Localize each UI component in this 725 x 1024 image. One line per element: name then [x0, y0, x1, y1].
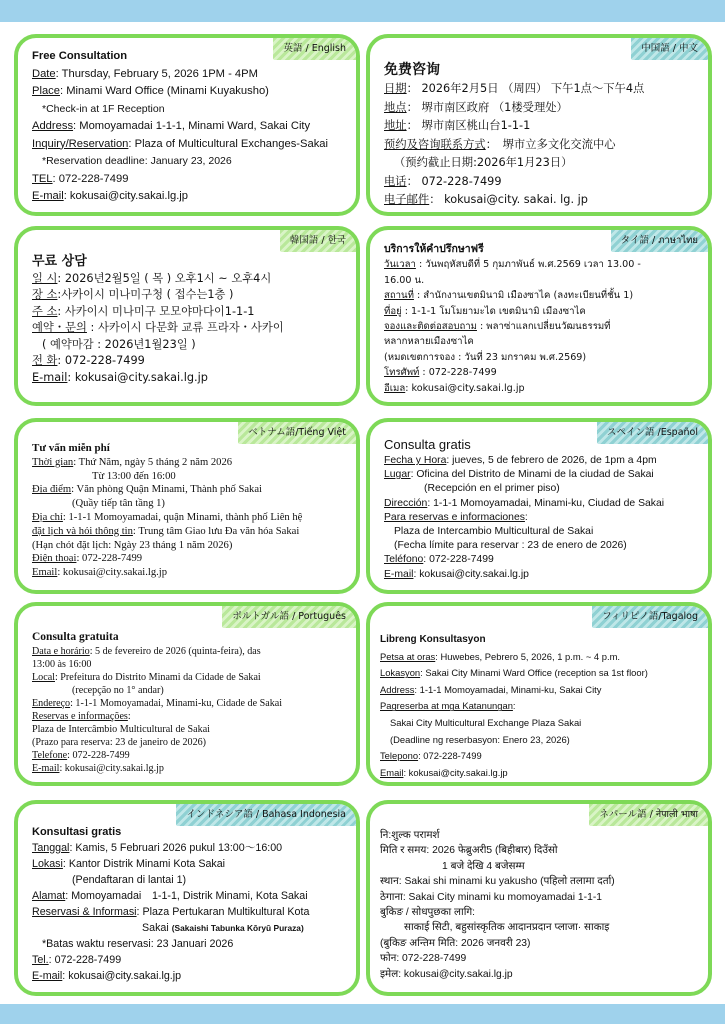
- text-zh-l2k: 地点: [384, 100, 407, 114]
- text-ne-l5: (बुकिङ अन्तिम मिति: 2026 जनवरी 23): [380, 937, 531, 949]
- info-line: [384, 468, 698, 482]
- info-line: [380, 748, 698, 765]
- text-es-l3k: Dirección: [384, 497, 428, 509]
- tagalog-card: [366, 602, 712, 786]
- text-zh-l7k: 电子邮件: [384, 193, 430, 206]
- text-id-l4v: : Plaza Pertukaran Multikultural Kota: [136, 906, 310, 918]
- text-vi-l3v: : 1-1-1 Momoyamadai, quận Minami, thành phố Liên hệ: [62, 511, 303, 523]
- info-line: [32, 888, 346, 904]
- text-vi-l1k: Thời gian: [32, 456, 74, 468]
- english-email: : kokusai@city.sakai.lg.jp: [63, 190, 189, 202]
- english-title: Free Consultation: [32, 50, 128, 62]
- text-en-l1k: Date: [32, 67, 56, 80]
- text-es-l2b: (Recepción en el primer piso): [424, 483, 560, 495]
- text-ko-l6v: : 072-228-7499: [57, 354, 145, 367]
- card-body: [32, 48, 346, 206]
- text-zh-l1v: ： 2026年2月5日 （周四） 下午1点～下午4点: [406, 82, 645, 95]
- text-id-l5: *Batas waktu reservasi: 23 Januari 2026: [42, 938, 234, 950]
- info-line: [32, 671, 346, 684]
- text-ko-l5: ( 예약마감 : 2026년1월23일 ): [42, 337, 196, 351]
- card-body: [384, 242, 698, 396]
- text-th-l2v: : สำนักงานเขตมินามิ เมืองซาไค (ลงทะเบียนที่ชั้น 1): [413, 290, 634, 302]
- text-id-l6k: Tel.: [32, 954, 49, 966]
- text-vi-l4k: đặt lịch và hỏi thông tin: [32, 525, 133, 537]
- info-line: [32, 552, 346, 566]
- text-zh-l5: （预约截止日期:2026年1月23日）: [394, 156, 573, 169]
- text-es-l2v: : Oficina del Distrito de Minami de la ciudad de Sakai: [410, 469, 654, 481]
- text-id-l2v: : Kantor Distrik Minami Kota Sakai: [62, 858, 226, 870]
- info-line: [384, 257, 698, 272]
- text-ko-l7v: : kokusai@city.sakai.lg.jp: [67, 370, 208, 384]
- text-zh-l3k: 地址: [384, 119, 407, 132]
- text-tl-l4v: :: [512, 700, 516, 712]
- info-line: [32, 566, 346, 580]
- portuguese-title: Consulta gratuita: [32, 631, 119, 643]
- text-th-l6v: : 072-228-7499: [419, 367, 497, 379]
- text-tl-l2v: : Sakai City Minami Ward Office (reception sa 1st floor): [420, 667, 648, 679]
- text-tl-l7k: Email: [380, 766, 404, 778]
- info-line: [32, 920, 346, 936]
- text-es-l7k: E-mail: [384, 568, 414, 580]
- tagalog-title: Libreng Konsultasyon: [380, 634, 486, 645]
- info-line: [32, 456, 346, 470]
- info-line: [384, 80, 698, 99]
- text-tl-l1v: : Huwebes, Pebrero 5, 2026, 1 p.m. ~ 4 p.m.: [435, 650, 620, 662]
- card-body: [32, 630, 346, 775]
- text-pt-l2k: Local: [32, 672, 55, 683]
- text-id-l1v: : Kamis, 5 Februari 2026 pukul 13:00～16:00: [69, 842, 283, 854]
- text-es-l4k: Para reservas e informaciones: [384, 511, 525, 523]
- text-th-l1v: : วันพฤหัสบดีที่ 5 กุมภาพันธ์ พ.ศ.2569 เวลา 13.00 -: [415, 259, 641, 271]
- portuguese-tag: ポルトガル語 / Português: [222, 606, 356, 628]
- text-id-l1k: Tanggal: [32, 842, 70, 854]
- korean-tag: 韓国語 / 한국: [280, 230, 356, 252]
- text-ne-l1b: 1 बजे देखि 4 बजेसम्म: [442, 860, 525, 872]
- text-ko-l2v: :사카이시 미나미구청 ( 접수는1층 ): [57, 288, 234, 301]
- text-id-l7v: : kokusai@city.sakai.lg.jp: [62, 970, 182, 982]
- text-es-l3v: : 1-1-1 Momoyamadai, Minami-ku, Ciudad de Sakai: [427, 497, 665, 509]
- vietnamese-card: [14, 418, 360, 594]
- text-zh-l1k: 日期: [384, 82, 407, 95]
- info-line: [384, 304, 698, 319]
- korean-title: 무료 상담: [32, 254, 87, 269]
- text-zh-l3v: ： 堺市南区桃山台1-1-1: [406, 119, 531, 132]
- info-line: [32, 66, 346, 84]
- info-line: [32, 904, 346, 920]
- text-id-l6v: : 072-228-7499: [48, 954, 122, 966]
- text-en-l2v: : Minami Ward Office (Minami Kuyakusho): [60, 85, 269, 97]
- text-th-l7k: อีเมล: [384, 382, 406, 394]
- text-zh-l6k: 电话: [384, 174, 407, 188]
- text-ko-l2k: 장 소: [32, 288, 58, 301]
- text-vi-l7v: : kokusai@city.sakai.lg.jp: [57, 567, 168, 579]
- info-line: [32, 525, 346, 539]
- info-line: [384, 117, 698, 136]
- vietnamese-tag: ベトナム語/Tiếng Việt: [238, 422, 356, 444]
- text-tl-l5: (Deadline ng reserbasyon: Enero 23, 2026): [390, 733, 570, 745]
- text-en-l6: *Reservation deadline: January 23, 2026: [42, 155, 232, 167]
- text-pt-l1v: : 5 de fevereiro de 2026 (quinta-feira), das: [89, 646, 261, 657]
- text-pt-l1b: 13:00 às 16:00: [32, 659, 92, 670]
- text-en-l3: *Check-in at 1F Reception: [42, 102, 165, 115]
- chinese-title: 免费咨询: [384, 62, 440, 78]
- text-tl-l2k: Lokasyon: [380, 667, 421, 679]
- text-zh-l2v: ： 堺市南区政府 （1楼受理处）: [406, 100, 568, 114]
- text-ko-l7k: E-mail: [32, 370, 68, 384]
- text-vi-l7k: Email: [32, 567, 58, 579]
- card-body: [32, 254, 346, 386]
- indonesian-title: Konsultasi gratis: [32, 826, 122, 838]
- text-th-l1b: 16.00 น.: [384, 274, 425, 286]
- info-line: [380, 765, 698, 782]
- nepali-tag: ネパール語 / नेपाली भाषा: [589, 804, 708, 826]
- info-line: [384, 136, 698, 155]
- text-pt-l2v: : Prefeitura do Distrito Minami da Cidade de Sakai: [54, 672, 261, 683]
- text-tl-l6k: Telepono: [380, 750, 419, 762]
- info-line: [32, 762, 346, 775]
- info-line: [380, 682, 698, 699]
- korean-card: [14, 226, 360, 406]
- text-tl-l6v: : 072-228-7499: [418, 750, 482, 762]
- info-line: [32, 840, 346, 856]
- info-line: [384, 365, 698, 380]
- text-id-l4b: Sakai: [142, 922, 172, 934]
- text-en-l1v: : Thursday, February 5, 2026 1PM - 4PM: [55, 67, 258, 80]
- vietnamese-title: Tư vấn miễn phí: [32, 442, 110, 454]
- info-line: [384, 288, 698, 303]
- text-zh-l7v: ： kokusai@city. sakai. lg. jp: [429, 193, 588, 206]
- info-line: [384, 99, 698, 118]
- text-pt-l2b: (recepção no 1° andar): [72, 685, 164, 696]
- text-pt-l4b: Plaza de Intercâmbio Multicultural de Sakai: [32, 724, 210, 735]
- english-card: [14, 34, 360, 216]
- text-id-l3k: Alamat: [32, 890, 66, 902]
- text-id-l2b: (Pendaftaran di lantai 1): [72, 874, 187, 886]
- text-zh-l4v: ： 堺市立多文化交流中心: [485, 137, 616, 151]
- text-vi-l6v: : 072-228-7499: [76, 553, 143, 565]
- card-body: [384, 436, 698, 582]
- info-line: [32, 320, 346, 337]
- spanish-tag: スペイン語 /Español: [597, 422, 708, 444]
- info-line: [32, 952, 346, 968]
- text-th-l7v: : kokusai@city.sakai.lg.jp: [405, 382, 525, 394]
- text-zh-l4k: 预约及咨询联系方式: [384, 137, 486, 151]
- text-pt-l3k: Endereço: [32, 698, 71, 709]
- text-es-l1v: : jueves, 5 de febrero de 2026, de 1pm a 4pm: [446, 455, 657, 466]
- text-vi-l2b: (Quầy tiếp tân tầng 1): [72, 498, 165, 510]
- info-line: [380, 698, 698, 715]
- text-es-l4v: :: [524, 511, 528, 523]
- text-vi-l6k: Điện thoại: [32, 553, 77, 565]
- text-vi-l1v: : Thứ Năm, ngày 5 tháng 2 năm 2026: [73, 456, 233, 468]
- text-ne-l4: बुकिङ / सोधपुछका लागि:: [380, 907, 476, 919]
- top-band: [0, 0, 725, 22]
- info-line: [32, 483, 346, 497]
- nepali-title: नि:शुल्क परामर्श: [380, 830, 440, 841]
- info-line: [380, 649, 698, 666]
- text-es-l4b: Plaza de Intercambio Multicultural de Sakai: [394, 526, 594, 538]
- card-body: [380, 632, 698, 781]
- text-pt-l4v: :: [127, 711, 131, 722]
- text-es-l2k: Lugar: [384, 469, 411, 481]
- text-ko-l6k: 전 화: [32, 354, 58, 367]
- text-vi-l1b: Từ 13:00 đến 16:00: [92, 470, 176, 482]
- info-line: [32, 353, 346, 370]
- text-ne-l6: फोन: 072-228-7499: [380, 953, 467, 965]
- info-line: [32, 287, 346, 304]
- text-pt-l7k: E-mail: [32, 763, 60, 774]
- card-body: [32, 824, 346, 984]
- text-es-l7v: : kokusai@city.sakai.lg.jp: [413, 568, 529, 580]
- english-tag: 英語 / English: [273, 38, 356, 60]
- info-line: [32, 171, 346, 189]
- portuguese-card: [14, 602, 360, 786]
- text-th-l6k: โทรศัพท์: [384, 367, 420, 379]
- nepali-card: [366, 800, 712, 996]
- info-line: [384, 511, 698, 525]
- text-pt-l6k: Telefone: [32, 750, 68, 761]
- text-ne-l4b: साकाई सिटी, बहुसांस्कृतिक आदानप्रदान प्लाजा· साकाइ: [404, 922, 610, 934]
- info-line: [384, 319, 698, 334]
- info-line: [384, 173, 698, 192]
- text-tl-l7v: : kokusai@city.sakai.lg.jp: [403, 766, 508, 778]
- text-en-l5k: Inquiry/Reservation: [32, 137, 129, 150]
- text-th-l4v: : พลาซ่าแลกเปลี่ยนวัฒนธรรมที่: [476, 321, 611, 333]
- text-th-l3v: : 1-1-1 โมโมยามะได เขตมินามิ เมืองซาไค: [401, 305, 586, 317]
- thai-title: บริการให้คำปรึกษาฟรี: [384, 243, 484, 255]
- text-es-l6k: Teléfono: [384, 554, 424, 566]
- text-ko-l1v: : 2026년2월5일 ( 목 ) 오후1시 ~ 오후4시: [57, 271, 272, 285]
- text-id-l2k: Lokasi: [32, 858, 63, 870]
- info-line: [32, 304, 346, 321]
- text-th-l4k: จองและติดต่อสอบถาม: [384, 321, 477, 333]
- info-line: [32, 511, 346, 525]
- thai-tag: タイ語 / ภาษาไทย: [611, 230, 708, 252]
- text-id-l4k: Reservasi & Informasi: [32, 906, 137, 918]
- chinese-tag: 中国語 / 中文: [631, 38, 708, 60]
- info-line: [384, 497, 698, 511]
- text-th-l4b: หลากหลายเมืองซาไค: [384, 336, 474, 348]
- chinese-card: [366, 34, 712, 216]
- text-en-l4v: : Momoyamadai 1-1-1, Minami Ward, Sakai City: [73, 120, 311, 132]
- card-body: [380, 828, 698, 982]
- text-ne-l7: इमेल: kokusai@city.sakai.lg.jp: [380, 968, 513, 980]
- text-ko-l4v: : 사카이시 다문화 교류 프라자・사카이: [86, 321, 284, 334]
- text-tl-l3v: : 1-1-1 Momoyamadai, Minami-ku, Sakai City: [414, 683, 602, 695]
- text-pt-l1k: Data e horário: [32, 646, 90, 657]
- text-ko-l4k: 예약・문의: [32, 321, 87, 334]
- text-id-l4c: (Sakaishi Tabunka Kōryū Puraza): [171, 923, 304, 933]
- thai-card: [366, 226, 712, 406]
- text-ne-l1: मिति र समय: 2026 फेब्रुअरी5 (बिहीबार) दिउँसो: [380, 845, 558, 857]
- text-ko-l3k: 주 소: [32, 304, 58, 318]
- spanish-card: [366, 418, 712, 594]
- tagalog-tag: フィリピノ語/Tagalog: [592, 606, 708, 628]
- text-id-l7k: E-mail: [32, 970, 63, 982]
- info-line: [32, 749, 346, 762]
- info-line: [32, 83, 346, 101]
- info-line: [32, 968, 346, 984]
- info-line: [32, 370, 346, 387]
- info-line: [384, 454, 698, 468]
- text-th-l1k: วันเวลา: [384, 259, 416, 271]
- spanish-title: Consulta gratis: [384, 437, 471, 452]
- text-th-l3k: ที่อยู่: [384, 305, 402, 317]
- text-vi-l4v: : Trung tâm Giao lưu Đa văn hóa Sakai: [132, 525, 300, 537]
- text-tl-l3k: Address: [380, 683, 415, 695]
- info-line: [32, 118, 346, 136]
- text-th-l5: (หมดเขตการจอง : วันที่ 23 มกราคม พ.ศ.2569): [384, 351, 587, 363]
- text-ne-l2: स्थान: Sakai shi minami ku yakusho (पहिलो तलामा दर्ता): [380, 876, 615, 888]
- info-line: [32, 271, 346, 288]
- text-tl-l1k: Petsa at oras: [380, 650, 436, 662]
- text-es-l5: (Fecha límite para reservar : 23 de enero de 2026): [394, 540, 627, 552]
- text-vi-l2v: : Văn phòng Quận Minami, Thành phố Sakai: [71, 484, 263, 496]
- indonesian-card: [14, 800, 360, 996]
- text-pt-l6v: : 072-228-7499: [67, 750, 130, 761]
- text-ko-l3v: : 사카이시 미나미구 모모야마다이1-1-1: [57, 304, 255, 318]
- indonesian-tag: インドネシア語 / Bahasa Indonesia: [176, 804, 356, 826]
- text-vi-l2k: Địa điểm: [32, 484, 72, 496]
- text-pt-l7v: : kokusai@city.sakai.lg.jp: [59, 763, 164, 774]
- info-line: [32, 710, 346, 723]
- info-line: [384, 381, 698, 396]
- bottom-band: [0, 1004, 725, 1024]
- text-ne-l3: ठेगाना: Sakai City minami ku momoyamadai 1-1-1: [380, 891, 602, 903]
- card-body: [32, 442, 346, 580]
- text-en-l8k: E-mail: [32, 190, 64, 202]
- card-body: [384, 60, 698, 210]
- text-pt-l3v: : 1-1-1 Momoyamadai, Minami-ku, Cidade de Sakai: [70, 698, 283, 709]
- text-en-l7k: TEL: [32, 172, 53, 185]
- text-ko-l1k: 일 시: [32, 271, 58, 285]
- info-line: [32, 697, 346, 710]
- info-line: [380, 665, 698, 682]
- text-th-l2k: สถานที่: [384, 290, 414, 302]
- text-en-l7v: : 072-228-7499: [52, 172, 129, 185]
- text-en-l2k: Place: [32, 85, 60, 97]
- info-line: [32, 856, 346, 872]
- info-line: [32, 188, 346, 206]
- text-vi-l3k: Địa chỉ: [32, 511, 63, 523]
- text-zh-l6v: ： 072-228-7499: [406, 174, 502, 188]
- info-line: [384, 568, 698, 582]
- text-es-l1k: Fecha y Hora: [384, 455, 447, 466]
- text-vi-l5: (Hạn chót đặt lịch: Ngày 23 tháng 1 năm 2026): [32, 539, 233, 551]
- text-id-l3v: : Momoyamadai 1-1-1, Distrik Minami, Kota Sakai: [65, 890, 308, 902]
- info-line: [32, 645, 346, 658]
- info-line: [32, 136, 346, 154]
- info-line: [384, 191, 698, 210]
- text-pt-l4k: Reservas e informações: [32, 711, 128, 722]
- text-tl-l4b: Sakai City Multicultural Exchange Plaza Sakai: [390, 716, 582, 728]
- text-pt-l5: (Prazo para reserva: 23 de janeiro de 2026): [32, 737, 207, 748]
- text-es-l6v: : 072-228-7499: [423, 554, 494, 566]
- text-en-l4k: Address: [32, 120, 74, 132]
- info-line: [384, 553, 698, 567]
- text-tl-l4k: Pagreserba at mga Katanungan: [380, 700, 513, 712]
- text-en-l5v: : Plaza of Multicultural Exchanges-Sakai: [128, 137, 328, 150]
